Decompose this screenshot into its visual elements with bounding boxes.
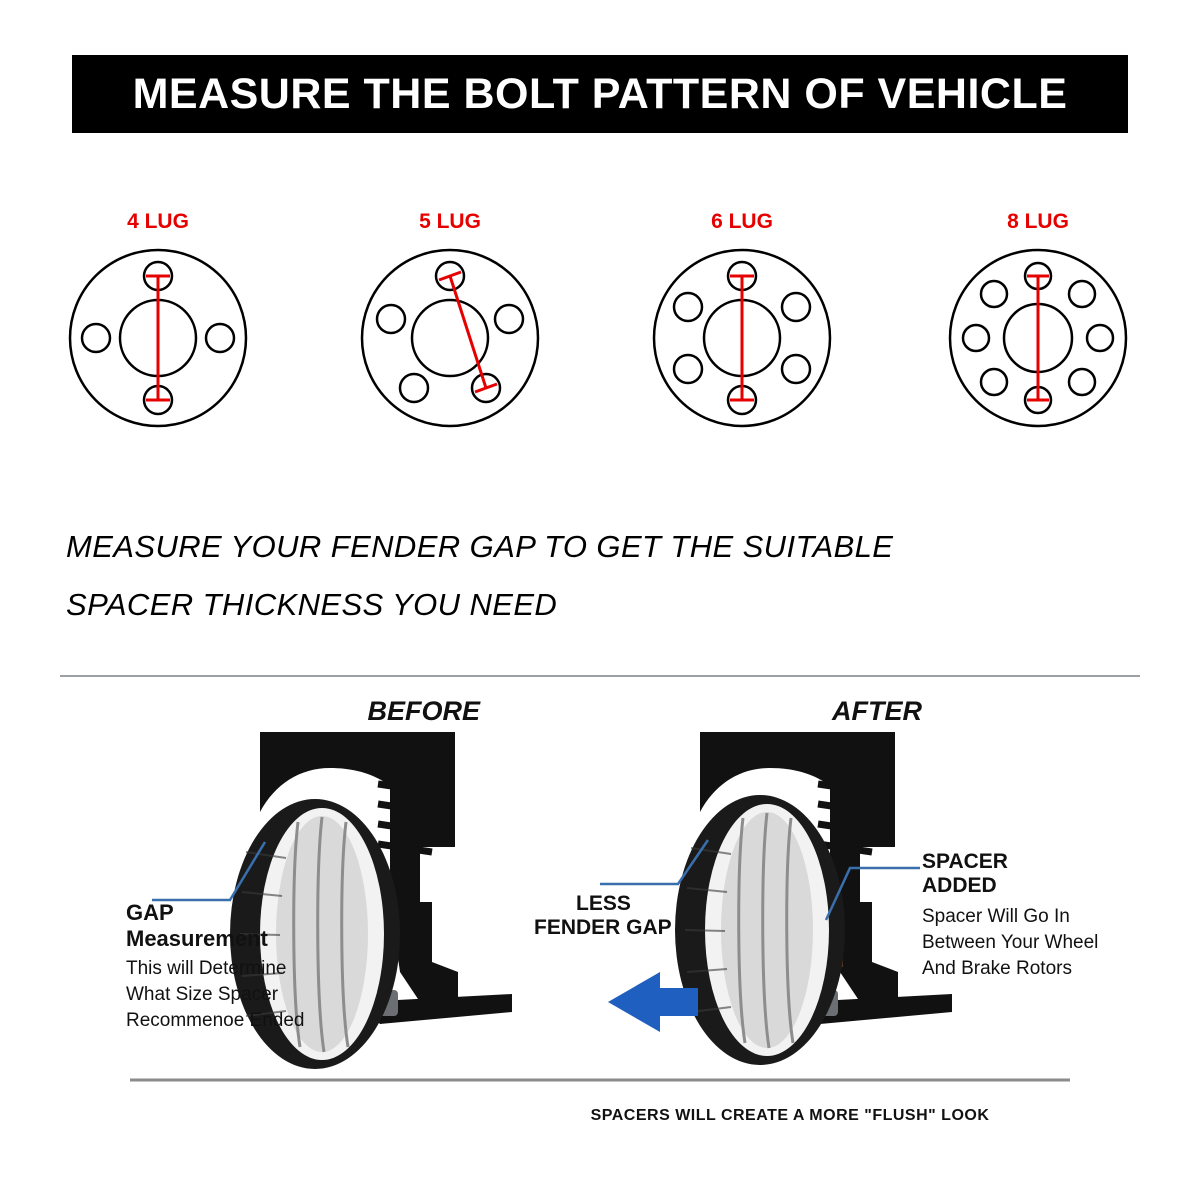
comparison-footer-note: SPACERS WILL CREATE A MORE "FLUSH" LOOK — [590, 1107, 990, 1124]
lug-pattern-4 — [48, 210, 268, 438]
lug-pattern-5 — [340, 210, 560, 438]
instruction-text — [66, 518, 1136, 634]
gap-callout-title: GAP — [126, 900, 174, 925]
page-title: MEASURE THE BOLT PATTERN OF VEHICLE — [132, 69, 1068, 118]
lug-pattern-8-label: 8 LUG — [1007, 210, 1069, 233]
spacer-callout-line-1: Spacer Will Go In — [922, 906, 1070, 927]
spacer-callout-line-3: And Brake Rotors — [922, 958, 1072, 979]
instruction-line-1: MEASURE YOUR FENDER GAP TO GET THE SUITABLE — [66, 529, 894, 564]
after-heading: AFTER — [832, 696, 922, 726]
gap-callout-subtitle: Measurement — [126, 926, 268, 951]
less-gap-label-line-2: FENDER GAP — [534, 916, 672, 939]
before-heading: BEFORE — [367, 696, 480, 726]
comparison-diagram — [60, 672, 1140, 1142]
before-group — [126, 696, 580, 1080]
lug-pattern-row — [0, 210, 1200, 450]
spacer-callout-line-2: Between Your Wheel — [922, 932, 1099, 953]
lug-pattern-6 — [632, 210, 852, 438]
spacer-callout-title-line-2: ADDED — [922, 874, 997, 897]
lug-pattern-5-label: 5 LUG — [419, 210, 481, 233]
instruction-line-2: SPACER THICKNESS YOU NEED — [66, 587, 558, 622]
gap-callout-line-3: Recommenoe Ended — [126, 1010, 305, 1031]
before-after-illustration — [60, 672, 1140, 1142]
less-gap-label-line-1: LESS — [576, 892, 631, 915]
lug-pattern-4-diagram — [58, 238, 258, 438]
lug-pattern-8 — [928, 210, 1148, 438]
lug-pattern-6-diagram — [642, 238, 842, 438]
gap-callout-line-1: This will Determine — [126, 958, 287, 979]
header-banner — [72, 55, 1128, 133]
lug-pattern-6-label: 6 LUG — [711, 210, 773, 233]
lug-pattern-8-diagram — [938, 238, 1138, 438]
lug-pattern-4-label: 4 LUG — [127, 210, 189, 233]
spacer-callout-title-line-1: SPACER — [922, 850, 1008, 873]
after-group — [534, 696, 1098, 1080]
gap-callout-line-2: What Size Spacer — [126, 984, 279, 1005]
lug-pattern-5-diagram — [350, 238, 550, 438]
